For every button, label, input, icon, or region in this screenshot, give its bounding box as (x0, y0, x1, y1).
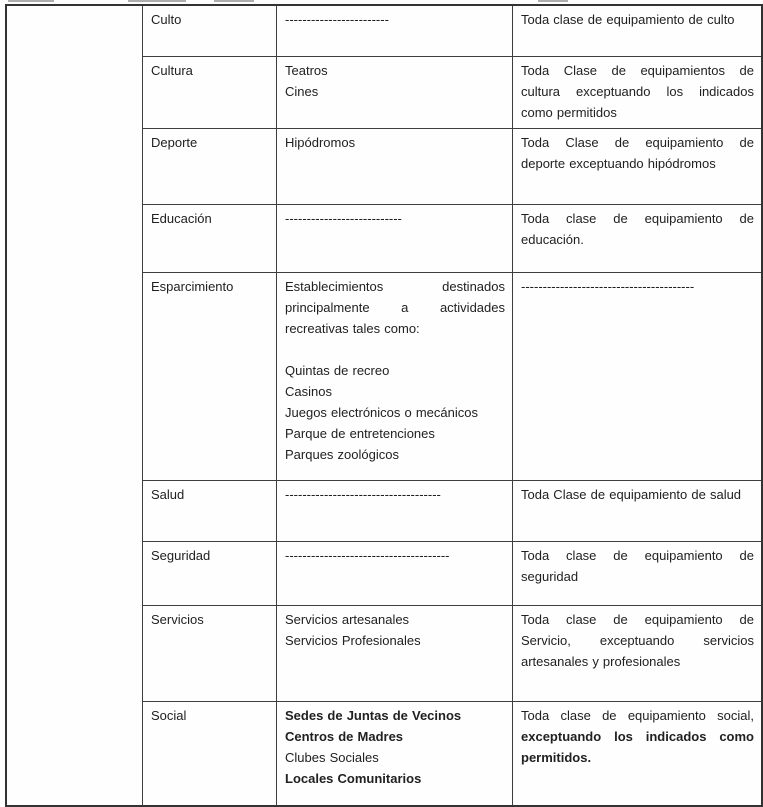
permitted-line: Quintas de recreo (285, 363, 390, 378)
category-cell (143, 273, 277, 481)
permitted-line: Casinos (285, 384, 332, 399)
permitted-cell (277, 205, 513, 273)
category-label: Seguridad (151, 548, 211, 563)
category-cell (143, 129, 277, 205)
excluded-cell (513, 205, 763, 273)
category-label: Cultura (151, 63, 193, 78)
excluded-segment: Toda Clase de equipamiento de deporte exceptuando hipódromos (521, 135, 754, 171)
excluded-segment: Toda Clase de equipamientos de cultura exceptuando los indicados como permitidos (521, 63, 754, 120)
excluded-text (521, 208, 754, 250)
permitted-cell (277, 702, 513, 807)
permitted-line: Parque de entretenciones (285, 426, 435, 441)
excluded-segment: ---------------------------------------- (521, 279, 695, 294)
excluded-cell (513, 481, 763, 542)
excluded-cell (513, 5, 763, 57)
excluded-cell (513, 129, 763, 205)
permitted-cell (277, 129, 513, 205)
permitted-line: Teatros (285, 63, 328, 78)
category-cell (143, 606, 277, 702)
excluded-text (521, 60, 754, 123)
scan-artifact (538, 0, 568, 2)
permitted-line: Clubes Sociales (285, 750, 379, 765)
table-row (6, 5, 762, 57)
category-cell (143, 57, 277, 129)
permitted-cell (277, 542, 513, 606)
category-label: Deporte (151, 135, 198, 150)
category-cell (143, 542, 277, 606)
excluded-segment: exceptuando los indicados como permitidos. (521, 729, 754, 765)
excluded-text (521, 545, 754, 587)
permitted-line: ------------------------------------ (285, 487, 441, 502)
excluded-segment: Toda clase de equipamiento de Servicio, exceptuando servicios artesanales y profesionales (521, 612, 754, 669)
permitted-line: Juegos electrónicos o mecánicos (285, 405, 478, 420)
excluded-segment: Toda clase de equipamiento social, (521, 708, 754, 723)
permitted-line: Centros de Madres (285, 729, 404, 744)
excluded-text (521, 132, 754, 174)
category-label: Servicios (151, 612, 204, 627)
permitted-cell (277, 481, 513, 542)
table-body (6, 5, 762, 806)
excluded-text (521, 484, 754, 505)
permitted-line: --------------------------- (285, 211, 402, 226)
excluded-cell (513, 57, 763, 129)
excluded-segment: Toda Clase de equipamiento de salud (521, 487, 742, 502)
permitted-cell (277, 57, 513, 129)
equipment-classification-table (5, 4, 763, 807)
permitted-line: Locales Comunitarios (285, 771, 422, 786)
category-label: Culto (151, 12, 182, 27)
category-label: Esparcimiento (151, 279, 234, 294)
excluded-cell (513, 702, 763, 807)
permitted-line: Sedes de Juntas de Vecinos (285, 708, 462, 723)
permitted-cell (277, 606, 513, 702)
category-label: Salud (151, 487, 185, 502)
permitted-cell (277, 5, 513, 57)
excluded-segment: Toda clase de equipamiento de educación. (521, 211, 754, 247)
excluded-text (521, 705, 754, 768)
scan-artifact (128, 0, 186, 2)
excluded-cell (513, 542, 763, 606)
permitted-line: Establecimientos destinados principalmente a actividades recreativas tales como: (285, 279, 505, 336)
excluded-segment: Toda clase de equipamiento de culto (521, 12, 735, 27)
scan-artifact (8, 0, 54, 2)
excluded-text (521, 609, 754, 672)
excluded-text (521, 9, 754, 30)
scan-artifact (214, 0, 254, 2)
permitted-line: Hipódromos (285, 135, 356, 150)
permitted-line: Servicios artesanales (285, 612, 410, 627)
excluded-cell (513, 273, 763, 481)
excluded-segment: Toda clase de equipamiento de seguridad (521, 548, 754, 584)
permitted-cell (277, 273, 513, 481)
category-cell (143, 5, 277, 57)
permitted-line: Cines (285, 84, 319, 99)
permitted-line: Parques zoológicos (285, 447, 399, 462)
permitted-line: -------------------------------------- (285, 548, 450, 563)
category-cell (143, 702, 277, 807)
document-page (5, 4, 763, 807)
permitted-line: ------------------------ (285, 12, 389, 27)
permitted-line: Servicios Profesionales (285, 633, 421, 648)
category-label: Educación (151, 211, 212, 226)
left-margin-cell (6, 5, 143, 806)
excluded-cell (513, 606, 763, 702)
category-label: Social (151, 708, 187, 723)
category-cell (143, 205, 277, 273)
category-cell (143, 481, 277, 542)
excluded-text (521, 276, 754, 297)
